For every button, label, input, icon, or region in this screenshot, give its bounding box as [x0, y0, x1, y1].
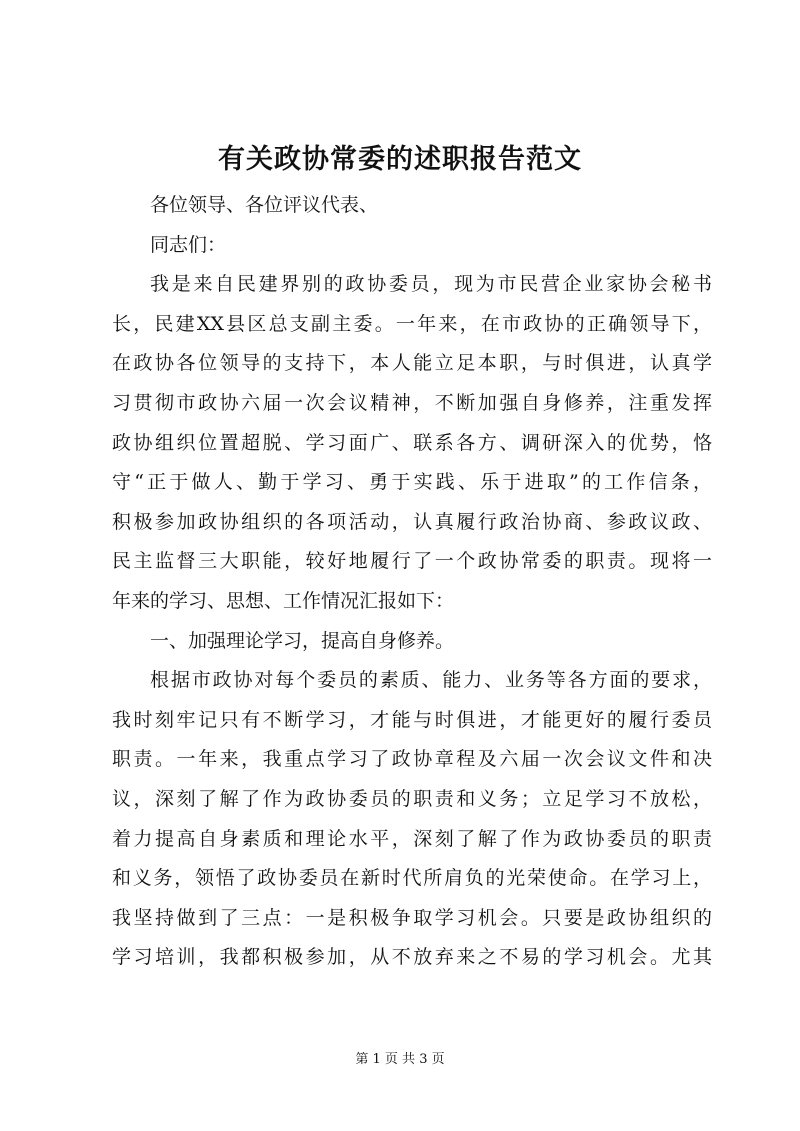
- paragraph-line: 民主监督三大职能，较好地履行了一个政协常委的职责。现将一: [112, 550, 712, 573]
- paragraph-line: 在政协各位领导的支持下，本人能立足本职，与时俱进，认真学: [112, 352, 712, 375]
- document-title: 有关政协常委的述职报告范文: [218, 144, 582, 175]
- section-heading: 一、加强理论学习，提高自身修养。: [150, 629, 455, 652]
- paragraph-line: 学习培训，我都积极参加，从不放弃来之不易的学习机会。尤其: [112, 946, 712, 969]
- paragraph-line: 我坚持做到了三点：一是积极争取学习机会。只要是政协组织的: [112, 906, 712, 929]
- paragraph-line: 积极参加政协组织的各项活动，认真履行政治协商、参政议政、: [112, 510, 712, 533]
- paragraph-line: 职责。一年来，我重点学习了政协章程及六届一次会议文件和决: [112, 748, 712, 771]
- paragraph-line: 年来的学习、思想、工作情况汇报如下：: [112, 589, 455, 612]
- greeting-line: 同志们：: [150, 233, 227, 256]
- paragraph-line: 我是来自民建界别的政协委员，现为市民营企业家协会秘书: [150, 273, 712, 296]
- paragraph-line: 我时刻牢记只有不断学习，才能与时俱进，才能更好的履行委员: [112, 708, 712, 731]
- paragraph-line: 着力提高自身素质和理论水平，深刻了解了作为政协委员的职责: [112, 827, 712, 850]
- paragraph-line: 长，民建XX县区总支副主委。一年来，在市政协的正确领导下，: [112, 312, 712, 335]
- paragraph-line: 和义务，领悟了政协委员在新时代所肩负的光荣使命。在学习上，: [112, 867, 712, 890]
- page-footer: 第 1 页 共 3 页: [355, 1052, 445, 1067]
- paragraph-line: 根据市政协对每个委员的素质、能力、业务等各方面的要求，: [150, 669, 712, 692]
- greeting-line: 各位领导、各位评议代表、: [150, 194, 379, 216]
- paragraph-line: 政协组织位置超脱、学习面广、联系各方、调研深入的优势，恪: [112, 431, 712, 454]
- paragraph-line: 守“正于做人、勤于学习、勇于实践、乐于进取”的工作信条，: [112, 471, 712, 494]
- paragraph-line: 议，深刻了解了作为政协委员的职责和义务；立足学习不放松，: [112, 787, 712, 810]
- paragraph-line: 习贯彻市政协六届一次会议精神，不断加强自身修养，注重发挥: [112, 391, 712, 414]
- document-body: [112, 186, 712, 978]
